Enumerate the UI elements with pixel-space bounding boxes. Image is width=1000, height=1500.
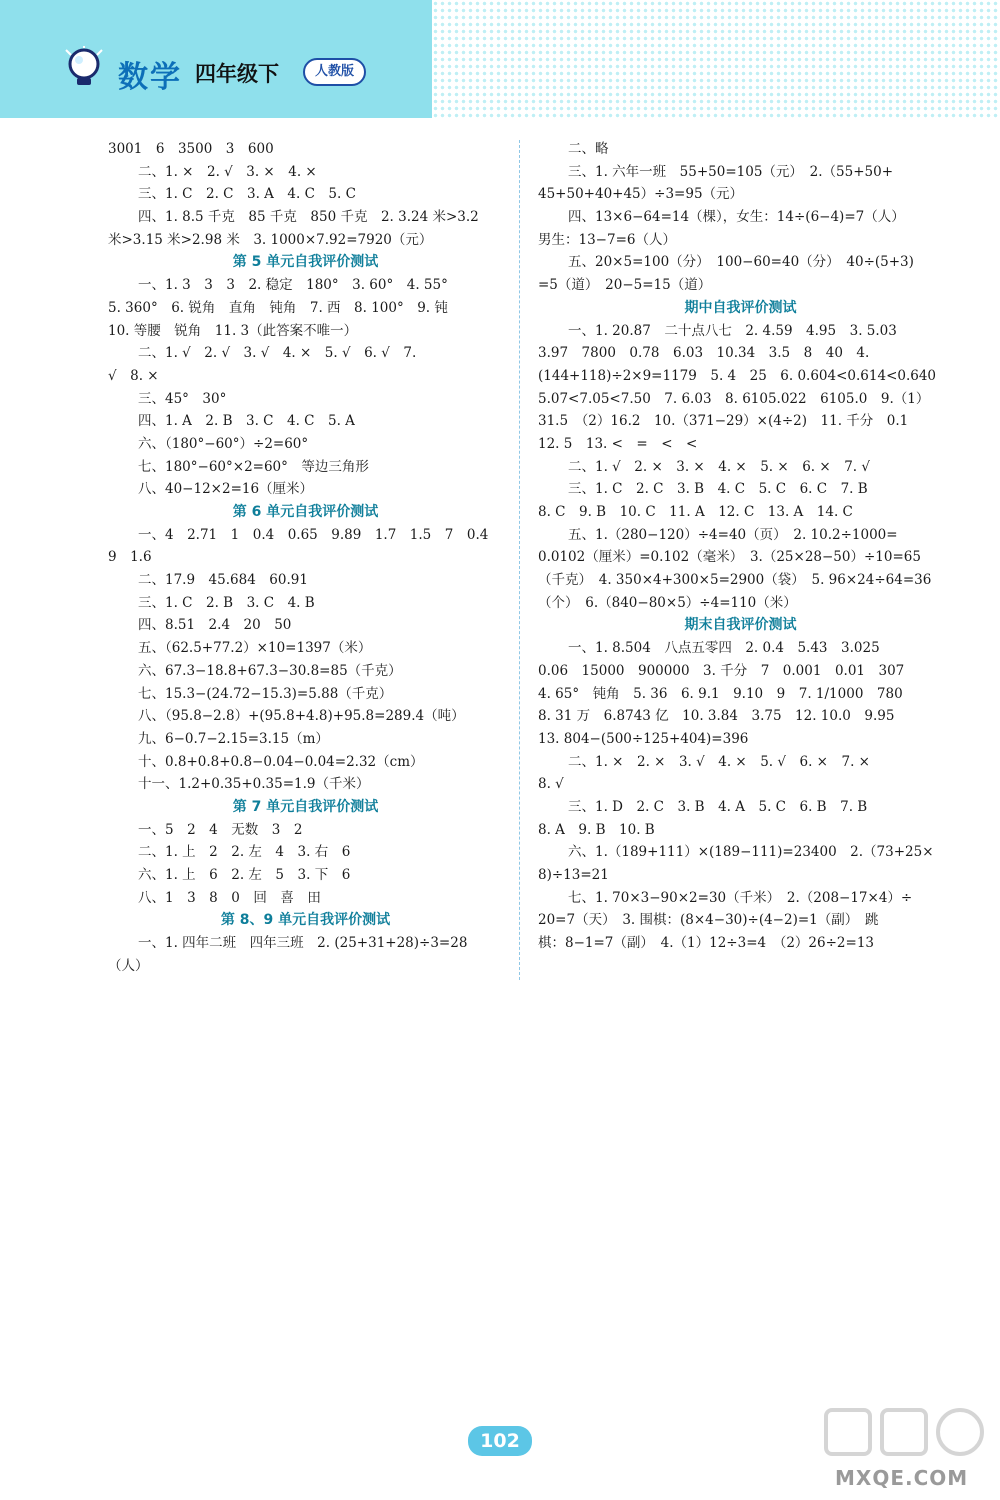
answer-line: 二、1. √ 2. √ 3. √ 4. × 5. √ 6. √ 7. [138,345,417,362]
answer-line: (144+118)÷2×9=1179 5. 4 25 6. 0.604<0.614<0.640 [538,367,937,384]
answer-line: 八、1 3 8 0 回 喜 田 [138,889,321,906]
answer-line: 9 1.6 [108,549,152,566]
answer-line: 米>3.15 米>2.98 米 3. 1000×7.92=7920（元） [108,231,433,248]
answer-line: 六、1.（189+111）×(189−111)=23400 2.（73+25× [568,844,934,861]
page-number: 102 [468,1426,532,1456]
answer-line: √ 8. × [108,367,159,384]
answer-line: 一、4 2.71 1 0.4 0.65 9.89 1.7 1.5 7 0.4 [138,526,489,543]
section-heading: 期中自我评价测试 [684,299,797,316]
answer-line: 四、1. A 2. B 3. C 4. C 5. A [138,413,355,430]
answer-line: 二、略 [568,141,609,157]
answer-line: 一、1. 3 3 3 2. 稳定 180° 3. 60° 4. 55° [138,277,448,294]
answer-line: 五、1.（280−120）÷4=40（页） 2. 10.2÷1000= [568,526,898,543]
answer-line: 七、180°−60°×2=60° 等边三角形 [138,458,369,475]
column-divider [519,140,520,980]
answer-line: 男生：13−7=6（人） [538,231,676,248]
answer-line: 8. C 9. B 10. C 11. A 12. C 13. A 14. C [538,504,853,520]
answer-line: 二、1. √ 2. × 3. × 4. × 5. × 6. × 7. √ [568,458,870,475]
answer-line: 一、1. 20.87 二十点八七 2. 4.59 4.95 3. 5.03 [568,322,897,339]
answer-line: 七、1. 70×3−90×2=30（千米） 2.（208−17×4）÷ [568,889,913,906]
answer-line: 8. 31 万 6.8743 亿 10. 3.84 3.75 12. 10.0 9.95 [538,708,895,725]
answer-line: 十一、1.2+0.35+0.35=1.9（千米） [138,776,370,793]
watermark-text: MXQE.COM [835,1466,969,1490]
right-answer-column [538,138,943,955]
answer-line: 三、1. C 2. B 3. C 4. B [138,594,315,611]
answer-line: 四、8.51 2.4 20 50 [138,617,292,634]
answer-line: 二、1. × 2. √ 3. × 4. × [138,163,317,180]
answer-line: 0.06 15000 900000 3. 千分 7 0.001 0.01 307 [538,662,905,679]
answer-line: 七、15.3−(24.72−15.3)=5.88（千克） [138,685,393,702]
answer-line: 10. 等腰 锐角 11. 3（此答案不唯一） [108,322,358,339]
answer-line: 13. 804−(500÷125+404)=396 [538,730,749,747]
answer-line: 四、13×6−64=14（棵），女生：14÷(6−4)=7（人） [568,209,905,226]
answer-line: 0.0102（厘米）=0.102（毫米） 3.（25×28−50）÷10=65 [538,549,921,566]
lightbulb-icon [62,46,106,90]
answer-line: 二、1. × 2. × 3. √ 4. × 5. √ 6. × 7. × [568,753,870,770]
answer-line: 一、1. 8.504 八点五零四 2. 0.4 5.43 3.025 [568,640,880,657]
answer-line: 五、（62.5+77.2）×10=1397（米） [138,640,372,657]
answer-line: 20=7（天） 3. 围棋：(8×4−30)÷(4−2)=1（副） 跳 [538,912,879,929]
answer-line: 12. 5 13. < = < < [538,435,698,452]
answer-line: 二、17.9 45.684 60.91 [138,572,308,589]
answer-line: 八、（95.8−2.8）+(95.8+4.8)+95.8=289.4（吨） [138,708,465,725]
section-heading: 第 5 单元自我评价测试 [232,254,379,271]
answer-line: （个） 6.（840−80×5）÷4=110（米） [538,594,797,611]
answer-line: 六、1. 上 6 2. 左 5 3. 下 6 [138,867,351,883]
answer-line: 三、45° 30° [138,390,227,407]
answer-line: 棋：8−1=7（副） 4.（1）12÷3=4 （2）26÷2=13 [538,935,874,952]
answer-line: （人） [108,957,149,974]
answer-line: 二、1. 上 2 2. 左 4 3. 右 6 [138,844,351,861]
answer-line: 4. 65° 钝角 5. 36 6. 9.1 9.10 9 7. 1/1000 780 [538,685,903,702]
answer-line: 三、1. C 2. C 3. B 4. C 5. C 6. C 7. B [568,481,868,498]
answer-line: 31.5 （2）16.2 10.（371−29）×(4÷2) 11. 千分 0.1 [538,413,909,430]
answer-line: 一、5 2 4 无数 3 2 [138,821,303,838]
header-dot-pattern [432,0,1000,118]
answer-line: 六、（180°−60°）÷2=60° [138,435,309,452]
answer-line: 三、1. D 2. C 3. B 4. A 5. C 6. B 7. B [568,798,868,815]
section-heading: 第 7 单元自我评价测试 [232,798,379,815]
answer-line: =5（道） 20−5=15（道） [538,277,712,294]
edition-badge: 人教版 [303,58,366,86]
section-heading: 第 6 单元自我评价测试 [232,504,379,520]
answer-line: 3.97 7800 0.78 6.03 10.34 3.5 8 40 4. [538,345,870,362]
answer-line: （千克） 4. 350×4+300×5=2900（袋） 5. 96×24÷64=36 [538,572,932,589]
answer-line: 三、1. 六年一班 55+50=105（元） 2.（55+50+ [568,163,894,180]
answer-line: 三、1. C 2. C 3. A 4. C 5. C [138,186,356,203]
answer-line: 一、1. 四年二班 四年三班 2. (25+31+28)÷3=28 [138,935,468,952]
answer-line: 十、0.8+0.8+0.8−0.04−0.04=2.32（cm） [138,753,424,770]
answer-line: 九、6−0.7−2.15=3.15（m） [138,730,329,747]
left-answer-column [108,138,503,977]
answer-line: 3001 6 3500 3 600 [108,141,274,157]
answer-line: 八、40−12×2=16（厘米） [138,481,314,498]
answer-line: 五、20×5=100（分） 100−60=40（分） 40÷(5+3) [568,254,914,271]
page-header [0,0,1000,120]
answer-line: 45+50+40+45）÷3=95（元） [538,186,744,203]
answer-line: 8. A 9. B 10. B [538,821,655,838]
section-heading: 第 8、9 单元自我评价测试 [220,912,391,929]
answer-line: 8)÷13=21 [538,867,609,883]
section-heading: 期末自我评价测试 [684,617,797,634]
subject-title: 数学 [118,60,182,95]
answer-line: 8. √ [538,776,564,793]
grade-label: 四年级下 [195,62,279,86]
answer-line: 5.07<7.05<7.50 7. 6.03 8. 6105.022 6105.0 9.（1） [538,390,930,407]
answer-line: 5. 360° 6. 锐角 直角 钝角 7. 西 8. 100° 9. 钝 [108,299,448,316]
answer-line: 四、1. 8.5 千克 85 千克 850 千克 2. 3.24 米>3.2 [138,209,479,226]
answer-line: 六、67.3−18.8+67.3−30.8=85（千克） [138,662,402,679]
